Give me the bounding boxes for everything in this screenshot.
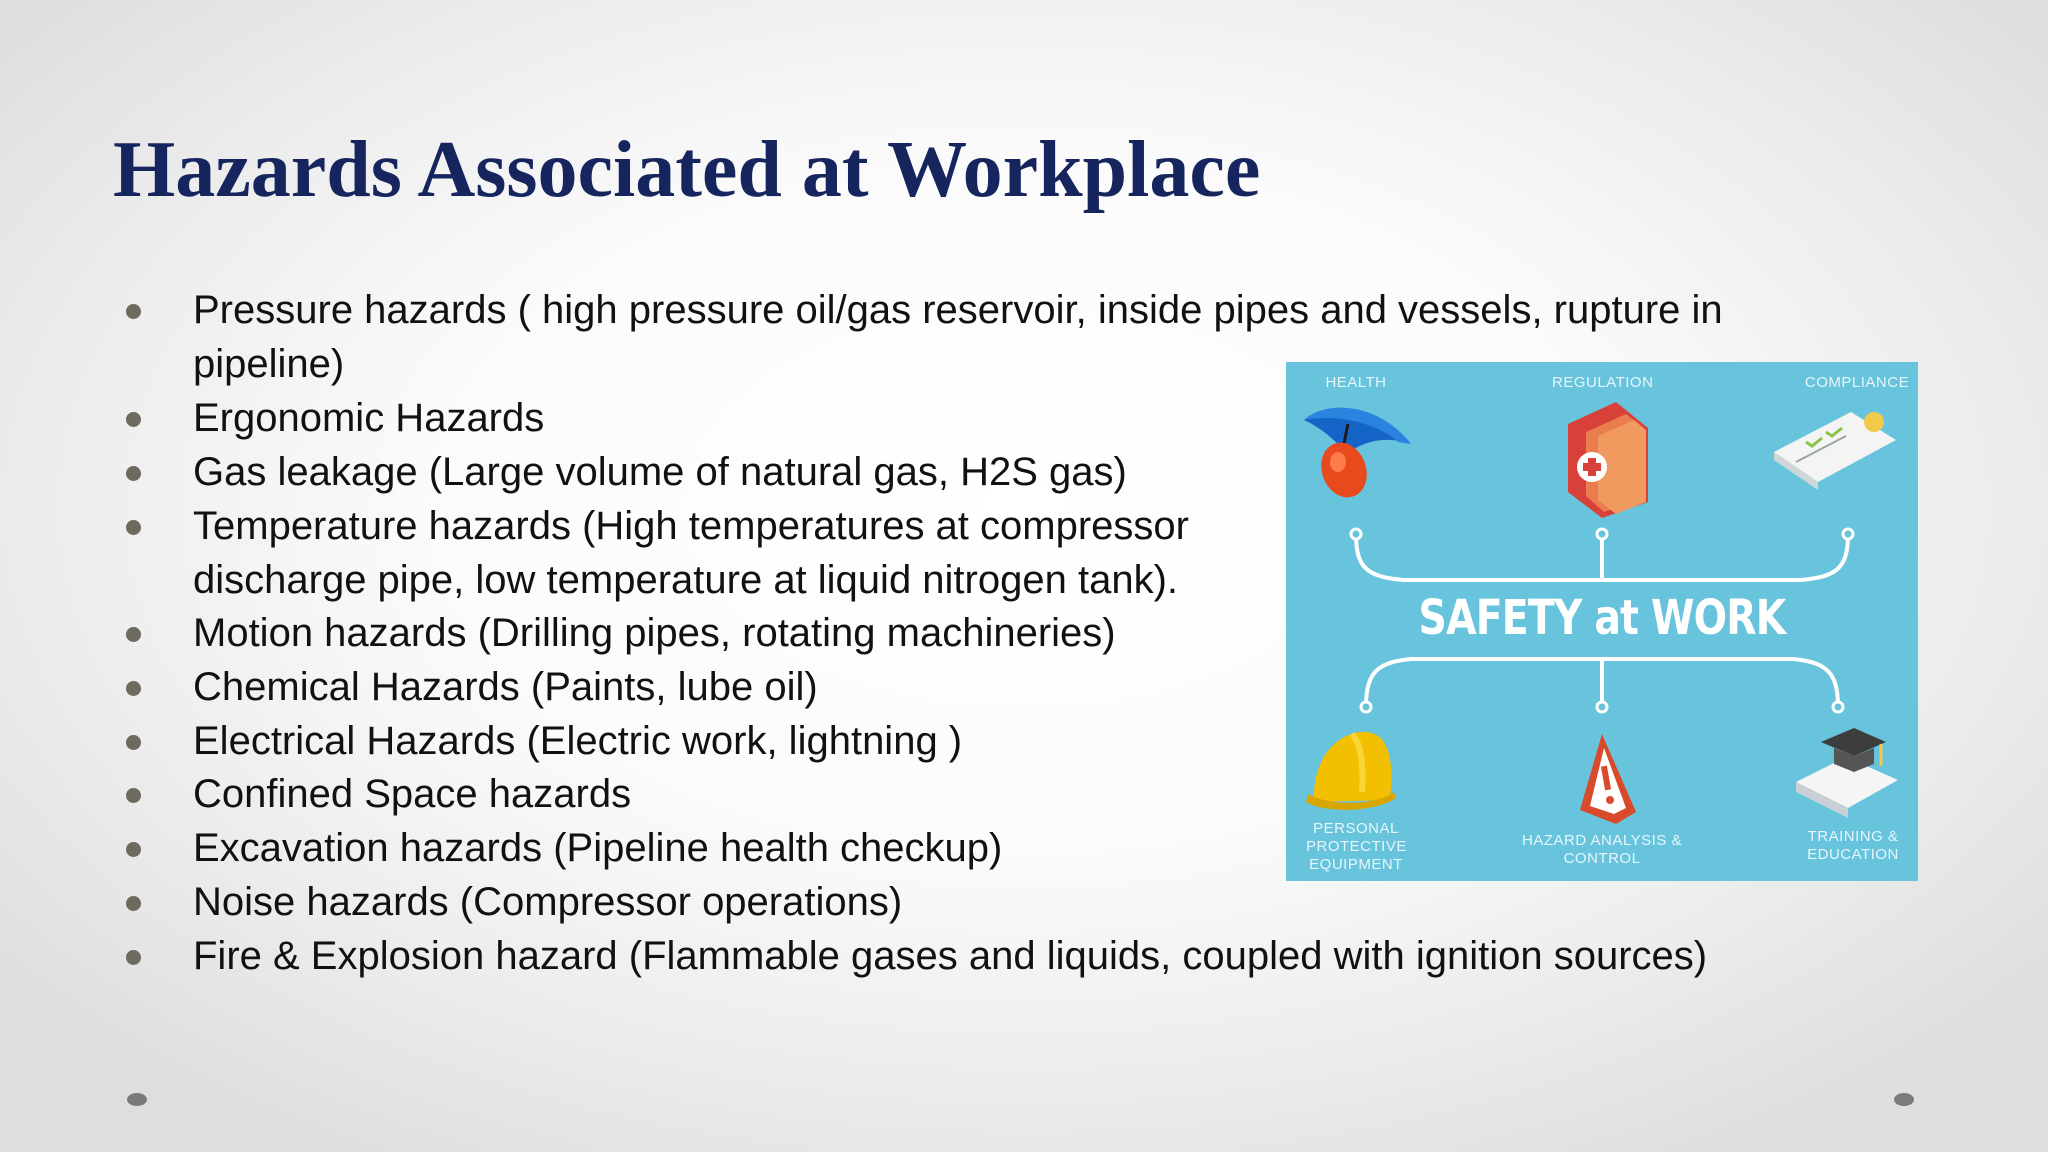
label-health: HEALTH [1325, 374, 1387, 391]
bullet-dot [126, 304, 141, 319]
footer-dot-right [1894, 1093, 1914, 1106]
bullet-text: Gas leakage (Large volume of natural gas, H2S gas) [193, 450, 1127, 494]
bullet-text: Confined Space hazards [193, 772, 632, 816]
bullet-text-continuation: pipeline) [193, 342, 345, 386]
bullet-dot [126, 412, 141, 427]
bullet-text: Excavation hazards (Pipeline health checkup) [193, 826, 1003, 870]
bullet-dot [126, 788, 141, 803]
hard-hat-icon [1306, 732, 1396, 810]
bullet-text: Pressure hazards ( high pressure oil/gas reservoir, inside pipes and vessels, rupture in [193, 288, 1723, 332]
graduation-cap-book-icon [1796, 728, 1898, 818]
label-ppe-3: EQUIPMENT [1309, 856, 1403, 873]
bullet-text-continuation: discharge pipe, low temperature at liquid nitrogen tank). [193, 558, 1178, 602]
checklist-clipboard-icon [1774, 412, 1896, 490]
bullet-dot [126, 681, 141, 696]
bullet-dot [126, 627, 141, 642]
warning-sign-icon [1580, 734, 1636, 824]
footer-dot-left [127, 1093, 147, 1106]
safety-headline: SAFETY at WORK [1418, 590, 1786, 646]
bullet-text: Noise hazards (Compressor operations) [193, 880, 903, 924]
bullet-text: Chemical Hazards (Paints, lube oil) [193, 665, 818, 709]
label-regulation: REGULATION [1552, 374, 1654, 391]
label-compliance: COMPLIANCE [1804, 374, 1910, 391]
label-hazard-2: CONTROL [1563, 850, 1641, 867]
label-hazard-1: HAZARD ANALYSIS & [1522, 832, 1682, 849]
bullet-text: Ergonomic Hazards [193, 396, 545, 440]
first-aid-books-icon [1568, 402, 1648, 518]
bullet-text: Electrical Hazards (Electric work, lightning ) [193, 719, 963, 763]
bullet-dot [126, 896, 141, 911]
label-training-1: TRAINING & [1807, 828, 1899, 845]
label-ppe-1: PERSONAL [1313, 820, 1399, 837]
bullet-dot [126, 842, 141, 857]
bullet-dot [126, 735, 141, 750]
bullet-text: Fire & Explosion hazard (Flammable gases and liquids, coupled with ignition sources) [193, 934, 1708, 978]
safety-at-work-illustration [1286, 362, 1918, 881]
label-ppe-2: PROTECTIVE [1306, 838, 1407, 855]
slide-title: Hazards Associated at Workplace [113, 126, 1261, 214]
label-training-2: EDUCATION [1807, 846, 1899, 863]
bullet-dot [126, 950, 141, 965]
bullet-dot [126, 520, 141, 535]
umbrella-icon [1304, 408, 1411, 504]
bullet-text: Temperature hazards (High temperatures at compressor [193, 504, 1189, 548]
bullet-dot [126, 466, 141, 481]
bullet-text: Motion hazards (Drilling pipes, rotating machineries) [193, 611, 1116, 655]
